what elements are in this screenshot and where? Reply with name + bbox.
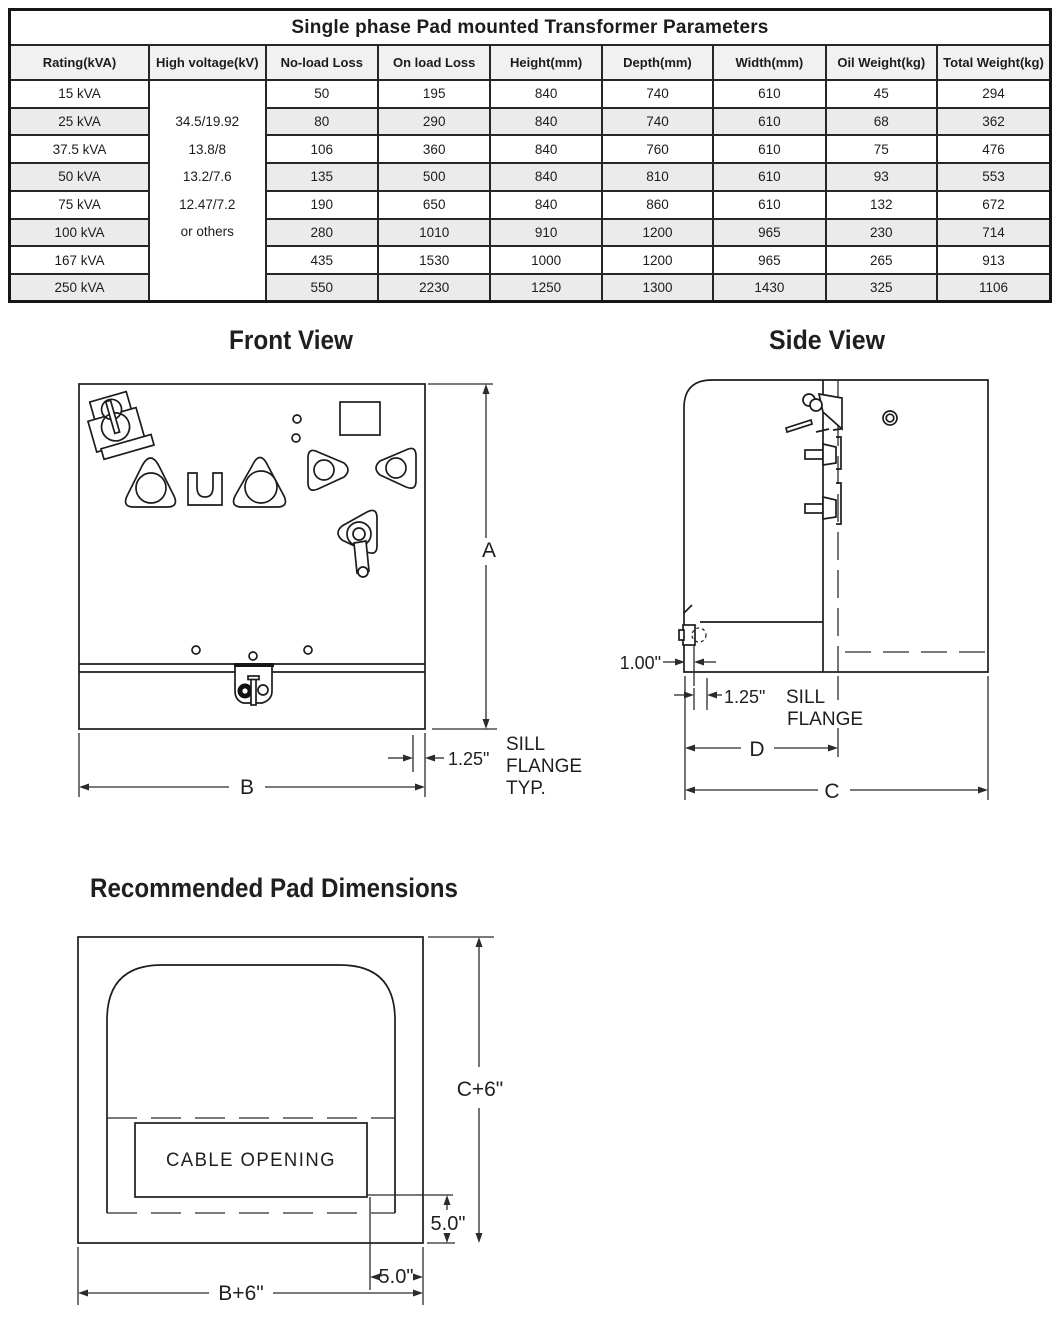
nameplate-icon [340,402,380,435]
dim-label-offset: 1.00" [619,653,661,673]
cell-rating: 37.5 kVA [10,135,149,163]
col-header-width: Width(mm) [713,45,825,80]
cell-depth: 760 [602,135,713,163]
padlock-latch-icon [234,663,274,705]
col-header-no-load-loss: No-load Loss [266,45,378,80]
cell-oil-weight: 132 [826,191,937,219]
front-view-title: Front View [229,325,354,355]
cell-width: 610 [713,108,825,136]
dimension-sill-flange [388,735,489,772]
cell-no-load-loss: 435 [266,246,378,274]
transformer-parameters-table [8,8,1052,303]
hv-line: 13.8/8 [188,141,227,157]
svg-text:SILL: SILL [506,734,546,755]
cell-height: 840 [490,191,601,219]
cell-total-weight: 1106 [937,274,1051,302]
cell-depth: 740 [602,108,713,136]
hv-line [150,245,265,272]
pad-dimensions-drawing [50,862,590,1327]
cell-rating: 250 kVA [10,274,149,302]
col-header-oil-weight: Oil Weight(kg) [826,45,937,80]
sill-flange-note [506,734,582,799]
table-row [10,80,1051,108]
cell-width: 610 [713,191,825,219]
cell-no-load-loss: 280 [266,219,378,247]
hv-line [150,273,265,300]
cell-depth: 810 [602,163,713,191]
hv-line [150,81,265,108]
cell-height: 840 [490,80,601,108]
dimension-b [79,733,425,799]
cell-no-load-loss: 550 [266,274,378,302]
cell-oil-weight: 93 [826,163,937,191]
cell-height: 910 [490,219,601,247]
dim-label-d: D [749,738,765,761]
hv-line: 34.5/19.92 [175,114,240,130]
cell-height: 1000 [490,246,601,274]
cell-width: 610 [713,135,825,163]
cell-total-weight: 476 [937,135,1051,163]
cell-total-weight: 913 [937,246,1051,274]
col-header-depth: Depth(mm) [602,45,713,80]
cell-width: 965 [713,246,825,274]
col-header-rating: Rating(kVA) [10,45,149,80]
sill-flange-note-side [786,687,863,730]
front-view-drawing [0,312,620,812]
svg-text:SILL: SILL [786,687,826,708]
hv-line: 12.47/7.2 [179,196,236,212]
dim-label-5v: 5.0" [430,1213,466,1235]
cell-oil-weight: 68 [826,108,937,136]
cell-on-load-loss: 1530 [378,246,490,274]
cable-opening [135,1123,367,1197]
col-header-high-voltage: High voltage(kV) [149,45,266,80]
cell-total-weight: 362 [937,108,1051,136]
pad-view-title: Recommended Pad Dimensions [90,873,458,903]
dim-label-c6: C+6" [456,1078,504,1101]
cell-on-load-loss: 1010 [378,219,490,247]
col-header-height: Height(mm) [490,45,601,80]
cell-width: 610 [713,163,825,191]
dim-label-c: C [824,780,840,803]
cell-on-load-loss: 195 [378,80,490,108]
cell-oil-weight: 230 [826,219,937,247]
table-header-row [10,45,1051,80]
cell-depth: 1300 [602,274,713,302]
cell-oil-weight: 75 [826,135,937,163]
cell-width: 965 [713,219,825,247]
hv-line: 13.2/7.6 [182,169,232,185]
dimension-a [428,384,497,729]
cell-total-weight: 672 [937,191,1051,219]
cell-total-weight: 553 [937,163,1051,191]
cell-no-load-loss: 80 [266,108,378,136]
table-title: Single phase Pad mounted Transformer Parameters [10,10,1051,46]
dim-label-sill: 1.25" [448,749,490,769]
cell-rating: 167 kVA [10,246,149,274]
hv-line: or others [180,223,234,239]
cell-rating: 25 kVA [10,108,149,136]
table-title-row [10,10,1051,46]
cable-opening-label: CABLE OPENING [166,1150,336,1171]
dim-label-b6: B+6" [218,1282,264,1305]
dimension-b6 [78,1247,423,1305]
cell-on-load-loss: 2230 [378,274,490,302]
cell-height: 1250 [490,274,601,302]
cell-height: 840 [490,135,601,163]
cell-rating: 100 kVA [10,219,149,247]
cell-no-load-loss: 135 [266,163,378,191]
cell-total-weight: 294 [937,80,1051,108]
svg-text:FLANGE: FLANGE [787,709,864,730]
cell-oil-weight: 325 [826,274,937,302]
cell-total-weight: 714 [937,219,1051,247]
svg-text:TYP.: TYP. [506,778,546,799]
cell-width: 610 [713,80,825,108]
side-view-drawing [600,312,1060,812]
cell-depth: 1200 [602,246,713,274]
dimension-c6 [428,937,503,1243]
cell-oil-weight: 265 [826,246,937,274]
cell-depth: 860 [602,191,713,219]
cell-no-load-loss: 50 [266,80,378,108]
cell-no-load-loss: 190 [266,191,378,219]
cell-on-load-loss: 500 [378,163,490,191]
cell-depth: 740 [602,80,713,108]
side-view-title: Side View [769,325,886,355]
dimension-sill-flange-side [674,678,765,710]
dim-label-5h: 5.0" [378,1266,414,1288]
cell-on-load-loss: 360 [378,135,490,163]
cell-height: 840 [490,108,601,136]
cell-on-load-loss: 290 [378,108,490,136]
col-header-on-load-loss: On load Loss [378,45,490,80]
cell-on-load-loss: 650 [378,191,490,219]
dim-label-b: B [239,776,255,799]
cell-depth: 1200 [602,219,713,247]
cell-no-load-loss: 106 [266,135,378,163]
cell-rating: 50 kVA [10,163,149,191]
cell-oil-weight: 45 [826,80,937,108]
cell-rating: 75 kVA [10,191,149,219]
svg-text:FLANGE: FLANGE [506,756,583,777]
dim-label-a: A [481,539,497,562]
cell-width: 1430 [713,274,825,302]
dim-label-sill-side: 1.25" [724,687,766,707]
col-header-total-weight: Total Weight(kg) [937,45,1051,80]
high-voltage-merged-cell [149,80,266,302]
cell-rating: 15 kVA [10,80,149,108]
cell-height: 840 [490,163,601,191]
